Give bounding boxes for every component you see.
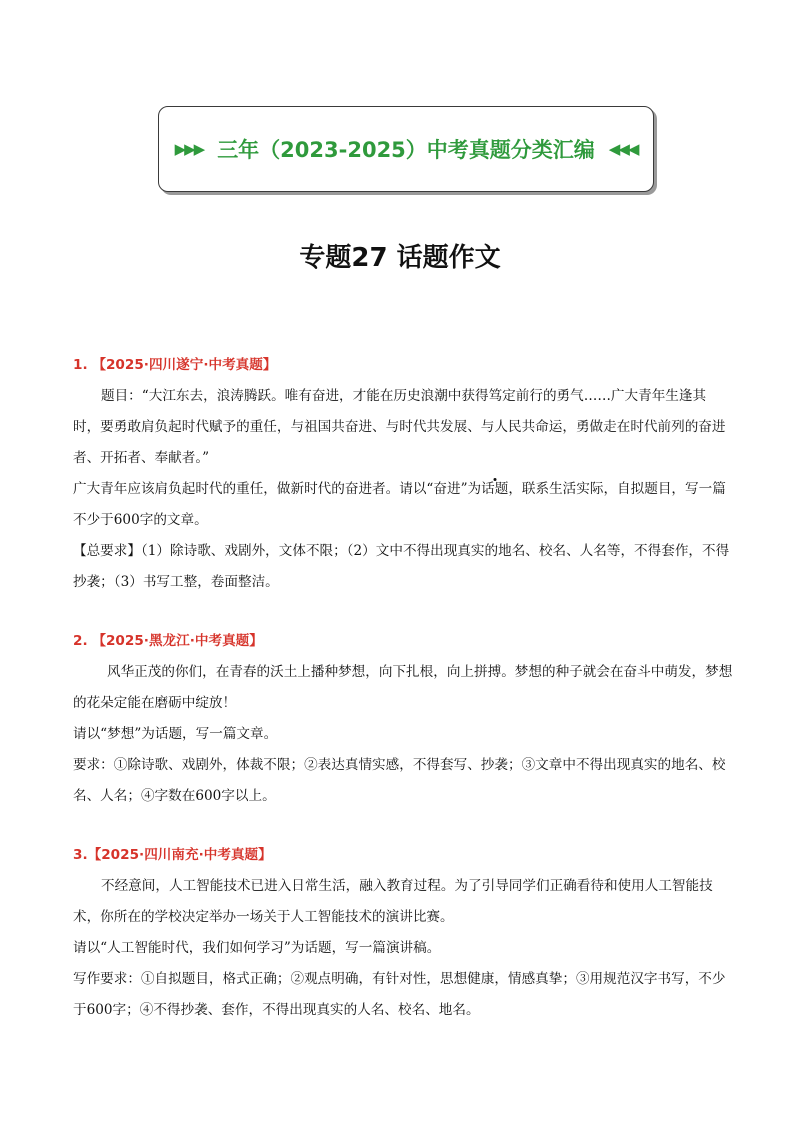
question-2-requirements: 要求：①除诗歌、戏剧外，体裁不限；②表达真情实感，不得套写、抄袭；③文章中不得出现真实的地名、校名、人名；④字数在600字以上。 bbox=[73, 757, 726, 804]
right-triangles-icon: ▶▶▶ bbox=[174, 140, 204, 158]
banner-text: 三年（2023-2025）中考真题分类汇编 bbox=[217, 138, 595, 162]
question-3-prompt: 不经意间，人工智能技术已进入日常生活，融入教育过程。为了引导同学们正确看待和使用人工智能技术，你所在的学校决定举办一场关于人工智能技术的演讲比赛。 bbox=[73, 878, 713, 925]
left-triangles-icon: ◀◀◀ bbox=[608, 140, 638, 158]
question-1-task-a: 广大青年应该肩负起时代的重任，做新时代的奋进者。请以“奋进”为 bbox=[73, 481, 482, 497]
question-1 bbox=[73, 350, 733, 598]
question-1-emphasis: 话题 bbox=[481, 481, 509, 497]
question-2-prompt: 风华正茂的你们，在青春的沃土上播种梦想，向下扎根，向上拼搏。梦想的种子就会在奋斗中萌发，梦想的花朵定能在磨砺中绽放！ bbox=[73, 664, 733, 711]
page-title: 专题27 话题作文 bbox=[299, 243, 501, 273]
question-1-source: 1. 【2025·四川遂宁·中考真题】 bbox=[73, 357, 277, 373]
question-2-task: 请以“梦想”为话题，写一篇文章。 bbox=[73, 726, 278, 742]
question-3-requirements: 写作要求：①自拟题目，格式正确；②观点明确，有针对性，思想健康，情感真挚；③用规范汉字书写，不少于600字；④不得抄袭、套作，不得出现真实的人名、校名、地名。 bbox=[73, 971, 726, 1018]
question-3 bbox=[73, 840, 733, 1026]
question-3-task: 请以“人工智能时代，我们如何学习”为话题，写一篇演讲稿。 bbox=[73, 940, 441, 956]
banner-content bbox=[175, 134, 638, 164]
question-2 bbox=[73, 626, 733, 812]
collection-banner bbox=[158, 106, 654, 192]
question-3-source: 3.【2025·四川南充·中考真题】 bbox=[73, 847, 272, 863]
question-1-task bbox=[73, 474, 733, 536]
question-2-source: 2. 【2025·黑龙江·中考真题】 bbox=[73, 633, 263, 649]
question-1-requirements: 【总要求】（1）除诗歌、戏剧外，文体不限；（2）文中不得出现真实的地名、校名、人名等，不得套作，不得抄袭；（3）书写工整，卷面整洁。 bbox=[73, 543, 730, 590]
question-1-task-c: ，联系生活实际，自拟题目，写一篇不少于600字的文章。 bbox=[73, 481, 726, 528]
question-1-prompt: 题目：“大江东去，浪涛腾跃。唯有奋进，才能在历史浪潮中获得笃定前行的勇气……广大青年生逢其时，要勇敢肩负起时代赋予的重任，与祖国共奋进、与时代共发展、与人民共命运，勇做走在时代前列的奋进者、开拓者、奉献者。” bbox=[73, 388, 726, 466]
